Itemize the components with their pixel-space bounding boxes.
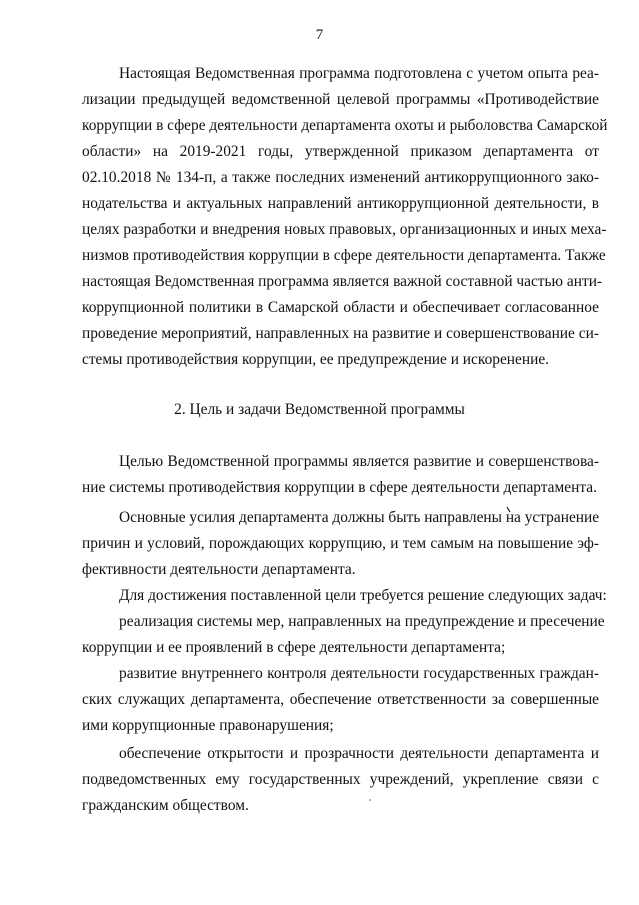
scan-dot <box>368 798 372 802</box>
paragraph-line: развитие внутреннего контроля деятельности государственных граждан- <box>119 665 599 682</box>
paragraph-line: гражданским обществом. <box>82 797 249 814</box>
paragraph-line: Целью Ведомственной программы является развитие и совершенствова- <box>119 453 599 470</box>
page-number: 7 <box>315 27 324 43</box>
paragraph-line: лизации предыдущей ведомственной целевой программы «Противодействие <box>82 91 599 108</box>
paragraph-line: ими коррупционные правонарушения; <box>82 717 334 734</box>
paragraph-line: проведение мероприятий, направленных на развитие и совершенствование си- <box>82 325 599 342</box>
paragraph-line: фективности деятельности департамента. <box>82 561 356 578</box>
paragraph-line: стемы противодействия коррупции, ее предупреждение и искоренение. <box>82 351 550 368</box>
paragraph-line: коррупции в сфере деятельности департамента охоты и рыболовства Самарской <box>82 117 608 134</box>
paragraph-line: ских служащих департамента, обеспечение ответственности за совершенные <box>82 691 599 708</box>
scan-mark <box>506 506 512 514</box>
paragraph-line: Для достижения поставленной цели требуется решение следующих задач: <box>119 587 607 604</box>
paragraph-line: обеспечение открытости и прозрачности деятельности департамента и <box>119 745 599 762</box>
section-heading: 2. Цель и задачи Ведомственной программы <box>174 401 465 418</box>
paragraph-line: 02.10.2018 № 134-п, а также последних изменений антикоррупционного зако- <box>82 169 599 186</box>
paragraph-line: ние системы противодействия коррупции в сфере деятельности департамента. <box>82 479 597 496</box>
paragraph-line: подведомственных ему государственных учреждений, укрепление связи с <box>82 771 599 788</box>
paragraph-line: коррупционной политики в Самарской области и обеспечивает согласованное <box>82 299 599 316</box>
paragraph-line: области» на 2019-2021 годы, утвержденной приказом департамента от <box>82 143 599 160</box>
paragraph-line: реализация системы мер, направленных на предупреждение и пресечение <box>119 613 605 630</box>
paragraph-line: причин и условий, порождающих коррупцию, и тем самым на повышение эф- <box>82 535 599 552</box>
paragraph-line: Настоящая Ведомственная программа подготовлена с учетом опыта реа- <box>119 65 599 82</box>
paragraph-line: целях разработки и внедрения новых правовых, организационных и иных меха- <box>82 221 607 238</box>
paragraph-line: коррупции и ее проявлений в сфере деятельности департамента; <box>82 639 506 656</box>
paragraph-line: настоящая Ведомственная программа является важной составной частью анти- <box>82 273 603 290</box>
paragraph-line: Основные усилия департамента должны быть направлены на устранение <box>119 509 600 526</box>
paragraph-line: низмов противодействия коррупции в сфере деятельности департамента. Также <box>82 247 606 264</box>
paragraph-line: нодательства и актуальных направлений антикоррупционной деятельности, в <box>82 195 599 212</box>
